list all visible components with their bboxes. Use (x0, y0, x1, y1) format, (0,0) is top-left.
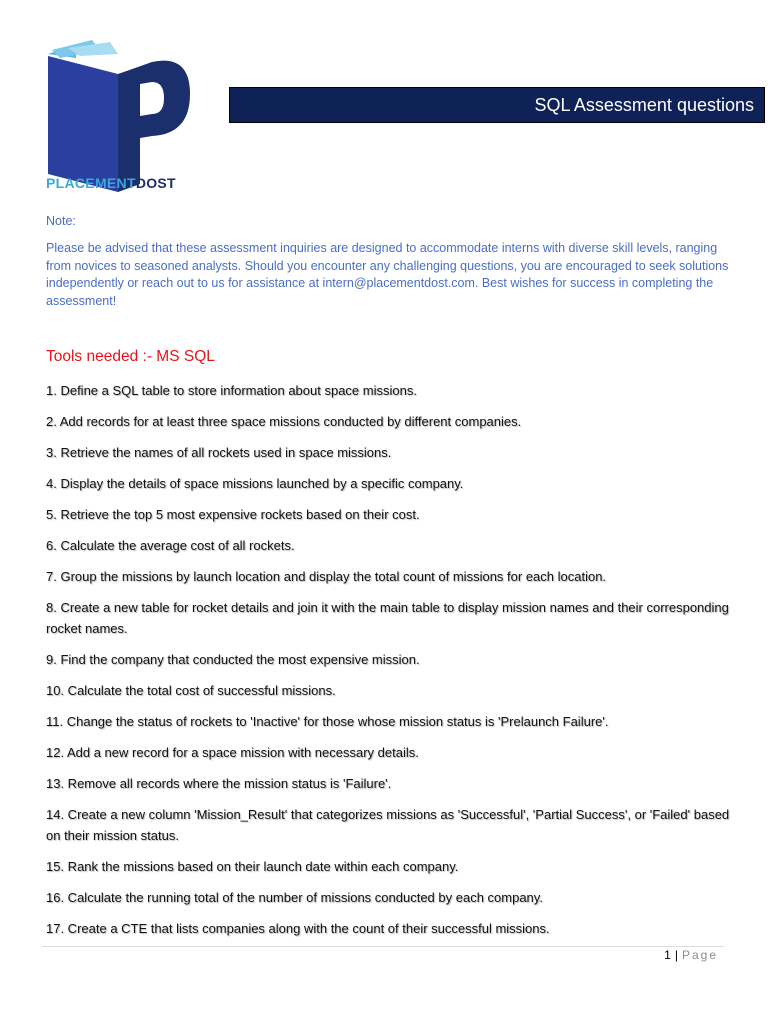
question-item: 13. Remove all records where the mission status is 'Failure'. (46, 776, 392, 791)
question-list (46, 380, 736, 939)
question-item: 1. Define a SQL table to store information about space missions. (46, 383, 417, 398)
page-number: 1 (664, 948, 671, 962)
question-item: 7. Group the missions by launch location and display the total count of missions for each location. (46, 569, 607, 584)
footer-separator: | (674, 948, 678, 962)
question-item: 5. Retrieve the top 5 most expensive rockets based on their cost. (46, 507, 420, 522)
question-item: 11. Change the status of rockets to 'Inactive' for those whose mission status is 'Prelaunch Failure'. (46, 714, 609, 729)
question-item: 4. Display the details of space missions launched by a specific company. (46, 476, 464, 491)
question-item: 17. Create a CTE that lists companies along with the count of their successful missions. (46, 921, 550, 936)
brand-name-part2: DOST (135, 175, 176, 191)
question-item: 15. Rank the missions based on their launch date within each company. (46, 859, 459, 874)
question-item: 8. Create a new table for rocket details and join it with the main table to display mission names and their corresponding rocket names. (46, 600, 729, 636)
question-item: 14. Create a new column 'Mission_Result' that categorizes missions as 'Successful', 'Partial Success', or 'Failed' based on their mission status. (46, 807, 730, 843)
footer-divider (42, 946, 724, 947)
question-item: 6. Calculate the average cost of all rockets. (46, 538, 295, 553)
brand-name (46, 175, 176, 191)
title-bar (229, 87, 765, 123)
page-title: SQL Assessment questions (534, 94, 754, 115)
page-footer (664, 948, 718, 962)
page-label: Page (681, 948, 718, 962)
question-item: 2. Add records for at least three space missions conducted by different companies. (46, 414, 522, 429)
brand-name-part1: PLACEMENT (46, 175, 136, 191)
note-body: Please be advised that these assessment inquiries are designed to accommodate interns with diverse skill levels, ranging from novices to seasoned analysts. Should you encounter any challenging questions, you are encouraged to seek solutions independently or reach out to us for assistance at intern@placementdost.com. Best wishes for success in completing the assessment! (46, 241, 729, 308)
question-item: 12. Add a new record for a space mission with necessary details. (46, 745, 419, 760)
note-label: Note: (46, 214, 76, 228)
question-item: 16. Calculate the running total of the number of missions conducted by each company. (46, 890, 543, 905)
question-item: 10. Calculate the total cost of successful missions. (46, 683, 336, 698)
question-item: 9. Find the company that conducted the most expensive mission. (46, 652, 420, 667)
question-item: 3. Retrieve the names of all rockets used in space missions. (46, 445, 392, 460)
placementdost-logo-icon (40, 40, 200, 192)
tools-needed: Tools needed :- MS SQL (46, 348, 215, 365)
